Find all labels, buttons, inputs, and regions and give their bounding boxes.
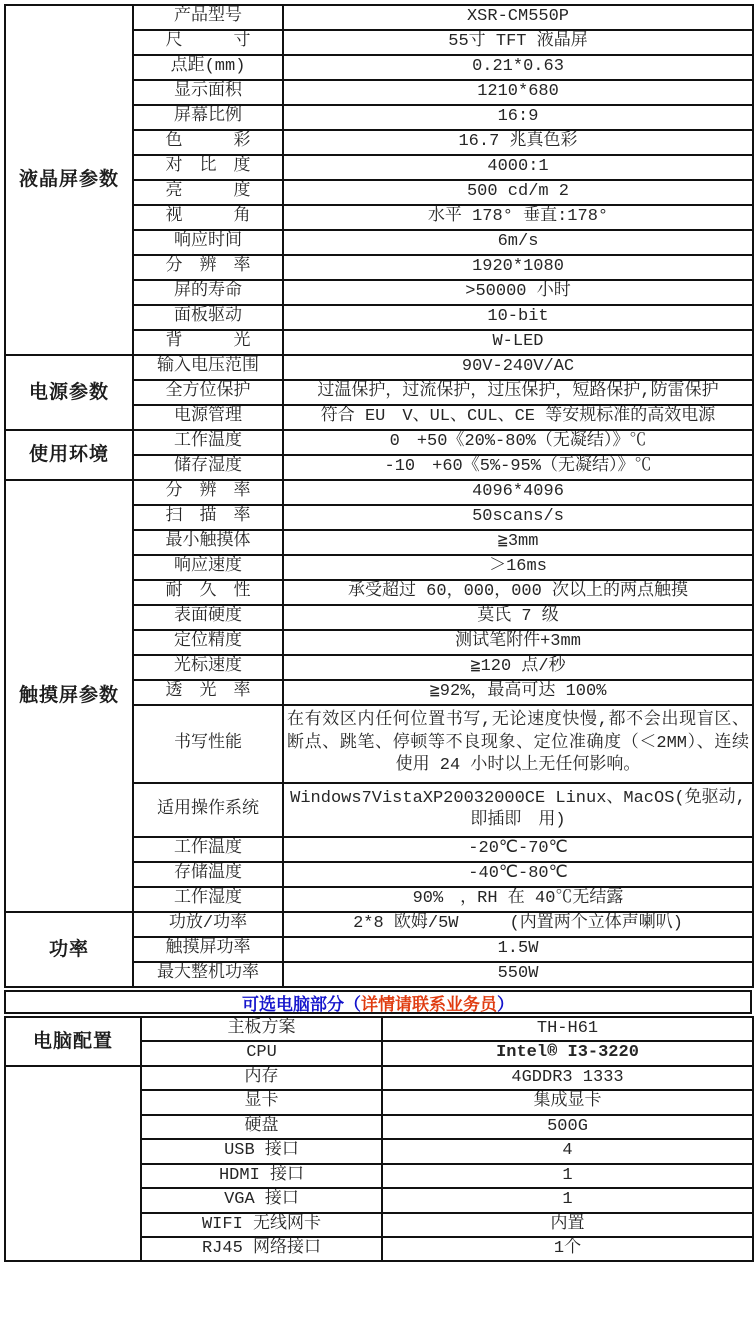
- config-value-cell: 1个: [382, 1237, 753, 1261]
- spec-value-cell: >50000 小时: [283, 280, 753, 305]
- spec-row: [5, 355, 753, 380]
- spec-value-cell: 16:9: [283, 105, 753, 130]
- spec-label-cell: 存储温度: [133, 862, 283, 887]
- spec-value-cell: XSR-CM550P: [283, 5, 753, 30]
- spec-label-cell: 产品型号: [133, 5, 283, 30]
- spec-value-cell: 550W: [283, 962, 753, 987]
- spec-label-cell: 视 角: [133, 205, 283, 230]
- spec-value-cell: 4096*4096: [283, 480, 753, 505]
- spec-value-cell: W-LED: [283, 330, 753, 355]
- spec-label-cell: 分 辨 率: [133, 255, 283, 280]
- spec-value-cell: 0.21*0.63: [283, 55, 753, 80]
- spec-label-cell: 表面硬度: [133, 605, 283, 630]
- spec-value-cell: 莫氏 7 级: [283, 605, 753, 630]
- spec-value-cell: 承受超过 60，000，000 次以上的两点触摸: [283, 580, 753, 605]
- config-label-cell: 内存: [141, 1066, 382, 1090]
- spec-value-cell: 16.7 兆真色彩: [283, 130, 753, 155]
- config-label-cell: 硬盘: [141, 1115, 382, 1139]
- config-label-cell: 主板方案: [141, 1017, 382, 1041]
- spec-value-cell: Windows7VistaXP20032000CE Linux、MacOS(免驱动,即插即 用): [283, 783, 753, 837]
- spec-label-cell: 输入电压范围: [133, 355, 283, 380]
- spec-label-cell: 书写性能: [133, 705, 283, 783]
- spec-row: [5, 480, 753, 505]
- spec-section-header: 触摸屏参数: [5, 480, 133, 912]
- config-value-cell: 1: [382, 1188, 753, 1212]
- spec-value-cell: 2*8 欧姆/5W (内置两个立体声喇叭): [283, 912, 753, 937]
- spec-value-cell: ≧120 点/秒: [283, 655, 753, 680]
- spec-value-cell: 6m/s: [283, 230, 753, 255]
- spec-row: [5, 912, 753, 937]
- config-value-cell: 4: [382, 1139, 753, 1163]
- spec-section-header: 电源参数: [5, 355, 133, 430]
- config-value-cell: TH-H61: [382, 1017, 753, 1041]
- computer-config-table: [4, 1016, 754, 1262]
- spec-value-cell: 测试笔附件+3mm: [283, 630, 753, 655]
- spec-label-cell: 耐 久 性: [133, 580, 283, 605]
- spec-label-cell: 分 辨 率: [133, 480, 283, 505]
- spec-row: [5, 5, 753, 30]
- spec-label-cell: 最小触摸体: [133, 530, 283, 555]
- spec-value-cell: 55寸 TFT 液晶屏: [283, 30, 753, 55]
- config-label-cell: WIFI 无线网卡: [141, 1213, 382, 1237]
- spec-label-cell: 透 光 率: [133, 680, 283, 705]
- spec-value-cell: 1.5W: [283, 937, 753, 962]
- spec-value-cell: -20℃-70℃: [283, 837, 753, 862]
- config-value-cell: 集成显卡: [382, 1090, 753, 1114]
- spec-row: [5, 430, 753, 455]
- spec-label-cell: 触摸屏功率: [133, 937, 283, 962]
- spec-value-cell: 水平 178° 垂直:178°: [283, 205, 753, 230]
- spec-value-cell: 1210*680: [283, 80, 753, 105]
- config-label-cell: HDMI 接口: [141, 1164, 382, 1188]
- config-value-cell: 500G: [382, 1115, 753, 1139]
- spec-label-cell: 屏幕比例: [133, 105, 283, 130]
- spec-value-cell: 符合 EU V、UL、CUL、CE 等安规标准的高效电源: [283, 405, 753, 430]
- banner-contact-text: 详情请联系业务员: [361, 994, 497, 1014]
- spec-section-header: 功率: [5, 912, 133, 987]
- spec-table-body: [5, 5, 753, 987]
- spec-value-cell: ＞16ms: [283, 555, 753, 580]
- spec-label-cell: 适用操作系统: [133, 783, 283, 837]
- spec-label-cell: 屏的寿命: [133, 280, 283, 305]
- config-value-cell: Intel® I3-3220: [382, 1041, 753, 1065]
- spec-value-cell: ≧92%，最高可达 100%: [283, 680, 753, 705]
- spec-label-cell: 定位精度: [133, 630, 283, 655]
- spec-value-cell: 0 +50《20%-80%（无凝结）》℃: [283, 430, 753, 455]
- spec-label-cell: 功放/功率: [133, 912, 283, 937]
- spec-table: [4, 4, 754, 988]
- config-label-cell: RJ45 网络接口: [141, 1237, 382, 1261]
- spec-label-cell: 点距(mm): [133, 55, 283, 80]
- spec-label-cell: 光标速度: [133, 655, 283, 680]
- config-label-cell: VGA 接口: [141, 1188, 382, 1212]
- config-section-header: [5, 1066, 141, 1262]
- spec-label-cell: 最大整机功率: [133, 962, 283, 987]
- spec-label-cell: 全方位保护: [133, 380, 283, 405]
- spec-label-cell: 电源管理: [133, 405, 283, 430]
- optional-computer-banner: [4, 990, 752, 1014]
- spec-label-cell: 工作温度: [133, 837, 283, 862]
- spec-label-cell: 工作温度: [133, 430, 283, 455]
- config-section-header: 电脑配置: [5, 1017, 141, 1066]
- config-row: [5, 1017, 753, 1041]
- spec-label-cell: 响应时间: [133, 230, 283, 255]
- banner-title-text: 可选电脑部分（: [242, 994, 361, 1014]
- config-value-cell: 内置: [382, 1213, 753, 1237]
- spec-label-cell: 响应速度: [133, 555, 283, 580]
- spec-label-cell: 背 光: [133, 330, 283, 355]
- spec-label-cell: 色 彩: [133, 130, 283, 155]
- config-value-cell: 4GDDR3 1333: [382, 1066, 753, 1090]
- spec-value-cell: 500 cd/m 2: [283, 180, 753, 205]
- spec-value-cell: 4000:1: [283, 155, 753, 180]
- computer-config-table-body: [5, 1017, 753, 1261]
- spec-section-header: 使用环境: [5, 430, 133, 480]
- spec-value-cell: 在有效区内任何位置书写,无论速度快慢,都不会出现盲区、断点、跳笔、停顿等不良现象、定位准确度（＜2MM）、连续使用 24 小时以上无任何影响。: [283, 705, 753, 783]
- spec-value-cell: 10-bit: [283, 305, 753, 330]
- spec-value-cell: -10 +60《5%-95%（无凝结）》℃: [283, 455, 753, 480]
- spec-label-cell: 工作湿度: [133, 887, 283, 912]
- config-row: [5, 1066, 753, 1090]
- config-label-cell: CPU: [141, 1041, 382, 1065]
- spec-label-cell: 显示面积: [133, 80, 283, 105]
- spec-section-header: 液晶屏参数: [5, 5, 133, 355]
- spec-label-cell: 亮 度: [133, 180, 283, 205]
- spec-value-cell: 过温保护，过流保护，过压保护，短路保护,防雷保护: [283, 380, 753, 405]
- spec-value-cell: 90% ，RH 在 40℃无结露: [283, 887, 753, 912]
- spec-label-cell: 面板驱动: [133, 305, 283, 330]
- spec-value-cell: ≧3mm: [283, 530, 753, 555]
- banner-close-paren: ）: [497, 994, 514, 1014]
- spec-value-cell: 50scans/s: [283, 505, 753, 530]
- spec-value-cell: -40℃-80℃: [283, 862, 753, 887]
- spec-label-cell: 扫 描 率: [133, 505, 283, 530]
- config-value-cell: 1: [382, 1164, 753, 1188]
- spec-label-cell: 尺 寸: [133, 30, 283, 55]
- spec-value-cell: 1920*1080: [283, 255, 753, 280]
- spec-label-cell: 对 比 度: [133, 155, 283, 180]
- config-label-cell: USB 接口: [141, 1139, 382, 1163]
- spec-value-cell: 90V-240V/AC: [283, 355, 753, 380]
- spec-label-cell: 储存湿度: [133, 455, 283, 480]
- config-label-cell: 显卡: [141, 1090, 382, 1114]
